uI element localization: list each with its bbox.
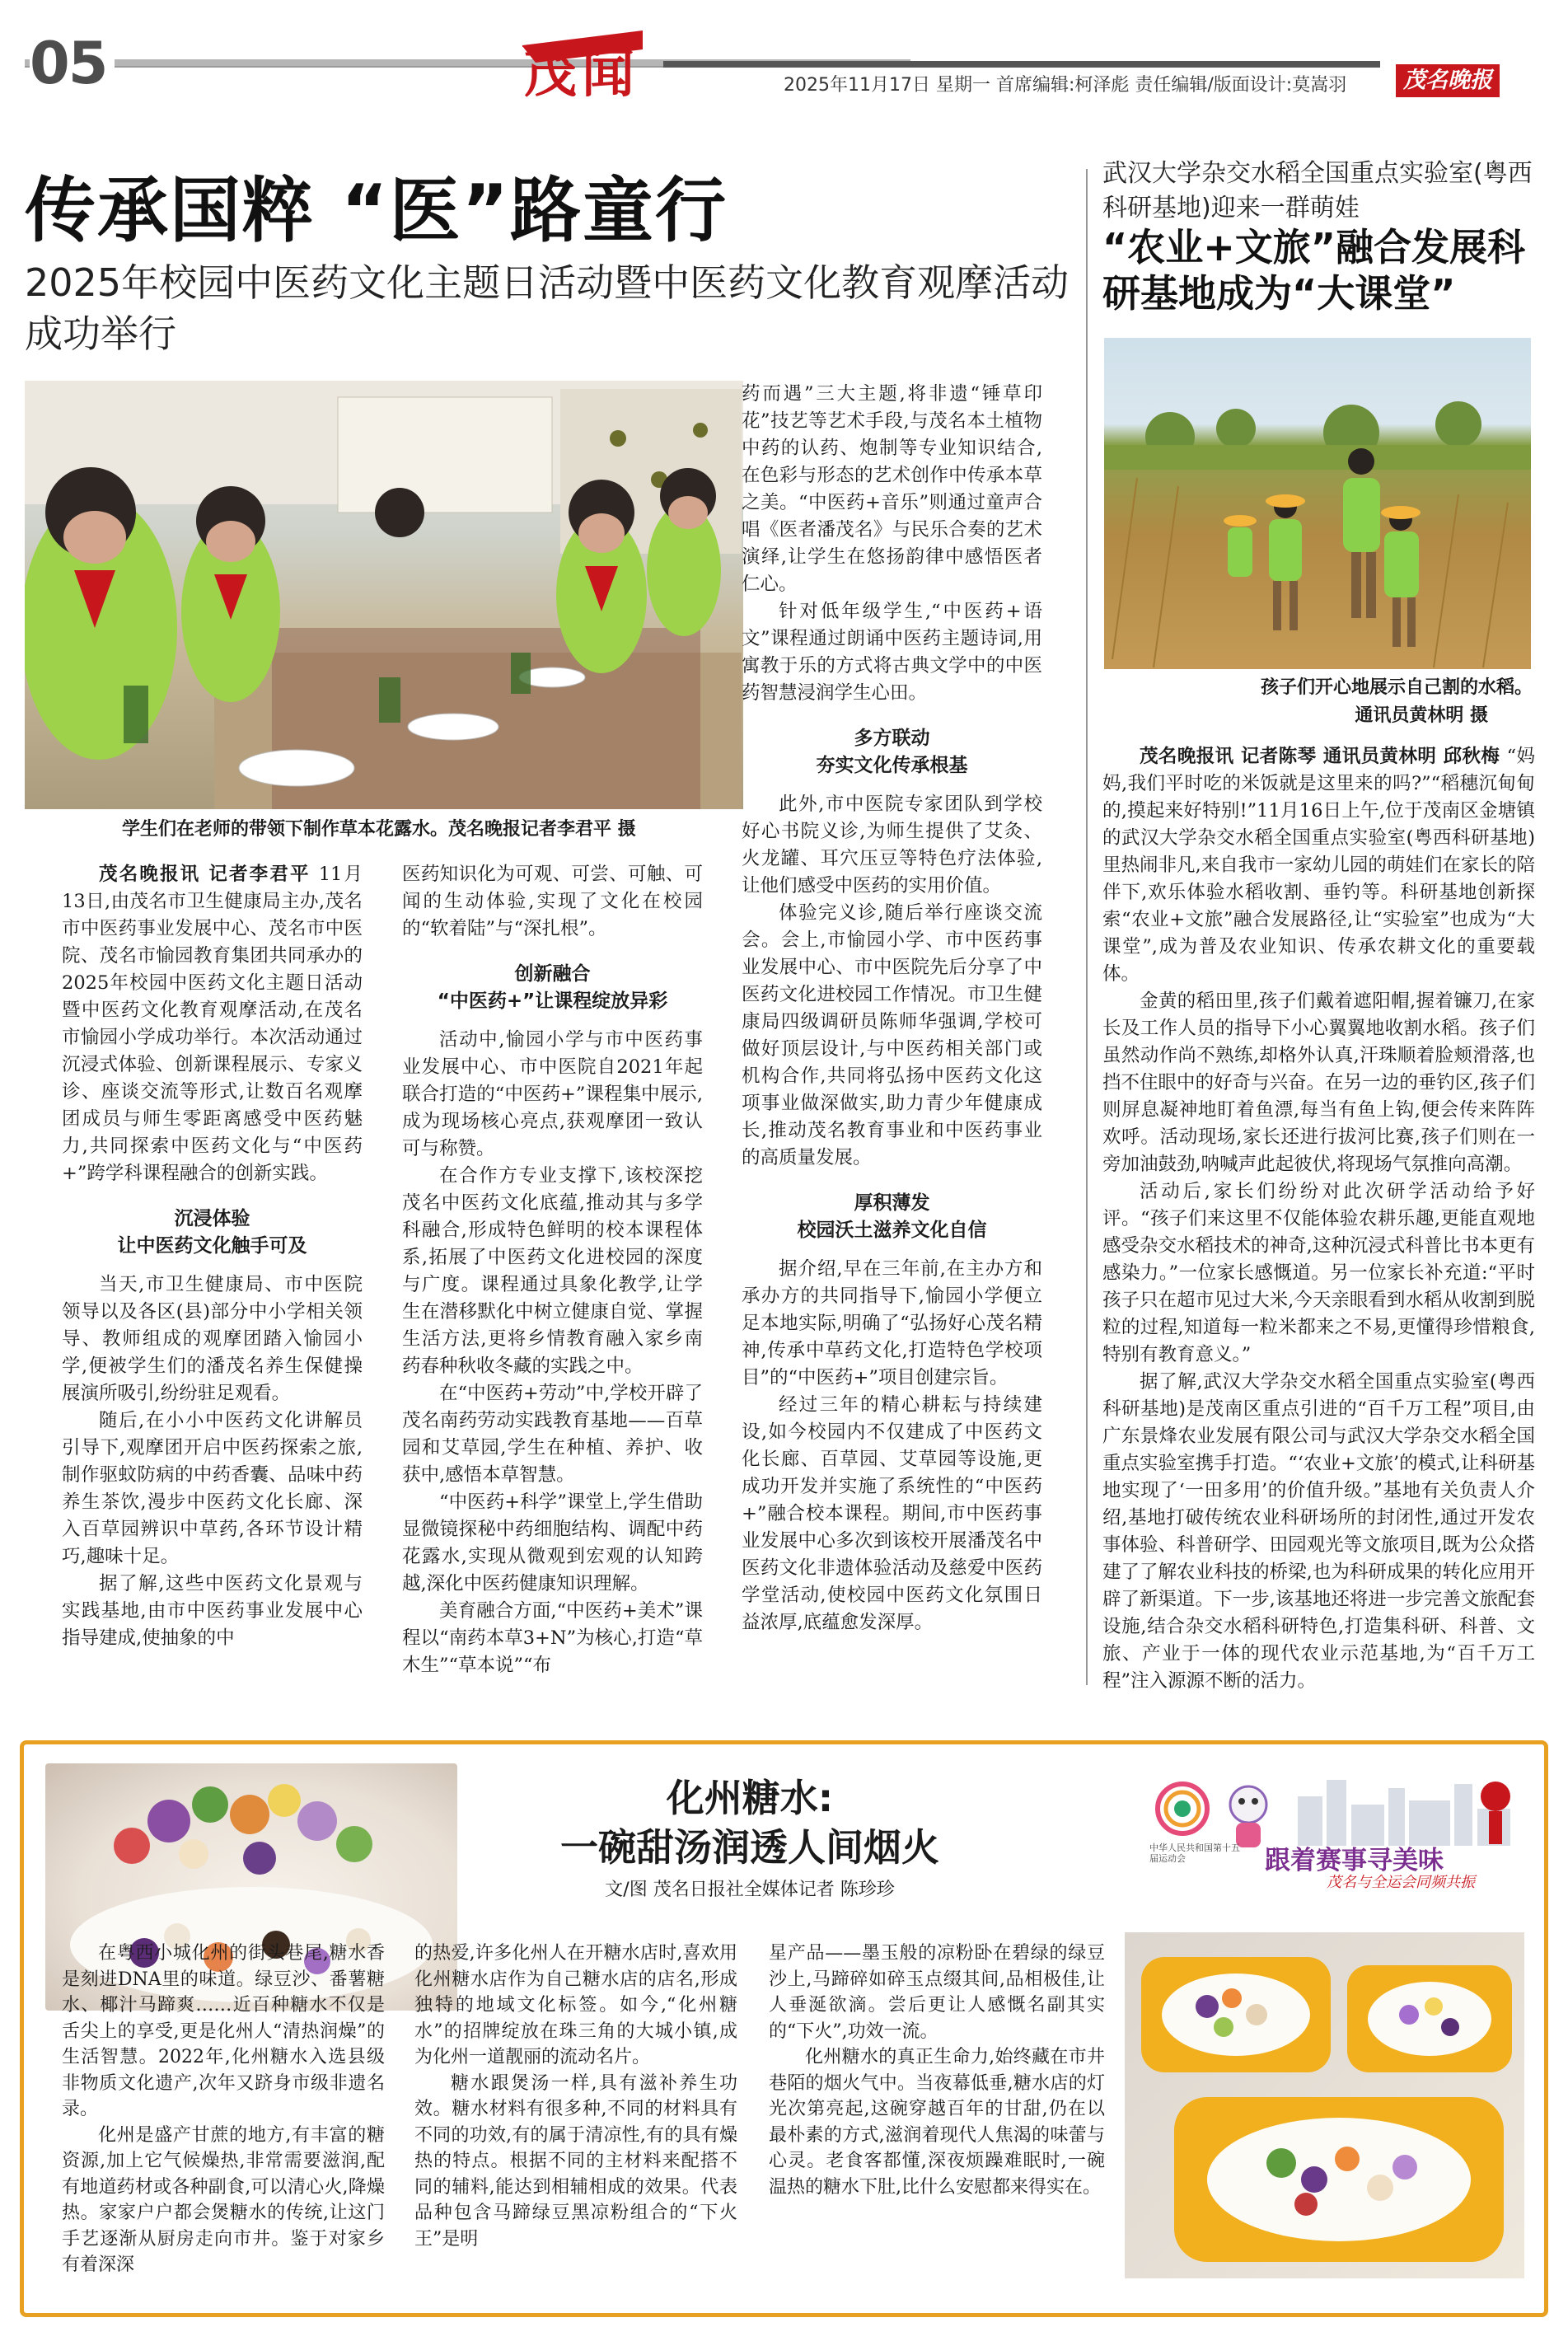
header-rule-right [663,61,1380,68]
paragraph [1102,1369,1535,1695]
newspaper-logo: 茂名晚报 [1396,64,1500,97]
feature-byline: 文/图 茂名日报社全媒体记者 陈珍珍 [605,1880,895,1900]
paragraph-text: 化州是盛产甘蔗的地方,有丰富的糖资源,加上它气候燥热,非常需要滋润,配有地道药材或各种副食,可以清心火,降燥热。家家户户都会煲糖水的传统,让这门手艺逐渐从厨房走向市井。鉴于对家乡有着深深 [62,2124,385,2275]
subhead [742,725,1042,752]
paragraph-text: 据了解,武汉大学杂交水稻全国重点实验室(粤西科研基地)是茂南区重点引进的“百千万工程”项目,由广东景烽农业发展有限公司与武汉大学杂交水稻全国重点实验室携手打造。“‘农业+文旅’的模式,让科研基地实现了‘一田多用’的价值升级。”基地有关负责人介绍,基地打破传统农业科研场所的封闭性,通过开发农事体验、科普研学、田园观光等文旅项目,既为公众搭建了了解农业科技的桥梁,也为科研成果的转化应用开辟了新渠道。下一步,该基地还将进一步完善文旅配套设施,结合杂交水稻科研特色,打造集科研、科普、文旅、产业于一体的现代农业示范基地,为“百千万工程”注入源源不断的活力。 [1102,1371,1535,1692]
paragraph-text: 美育融合方面,“中医药+美术”课程以“南药本草3+N”为核心,打造“草木生”“草本说”“布 [402,1600,703,1676]
paragraph [402,861,703,943]
paragraph-text: 创新融合 [514,963,591,985]
subhead-line-2 [62,1233,363,1260]
games-badge-small: 中华人民共和国第十五届运动会 [1149,1842,1240,1864]
paragraph-text: 此外,市中医院专家团队到学校好心书院义诊,为师生提供了艾灸、火龙罐、耳穴压豆等特色疗法体验,让他们感受中医药的实用价值。 [742,794,1042,897]
paragraph-text: 在粤西小城化州的街头巷尾,糖水香是刻进DNA里的味道。绿豆沙、番薯糖水、椰汁马蹄爽……近百种糖水不仅是舌尖上的享受,更是化州人“清热润燥”的生活智慧。2022年,化州糖水入选县级非物质文化遗产,次年又跻身市级非遗名录。 [62,1943,385,2119]
paragraph [414,2071,737,2253]
games-badge-title: 跟着赛事寻美味 [1265,1846,1444,1875]
paragraph-text: 药而遇”三大主题,将非遗“锤草印花”技艺等艺术手段,与茂名本土植物中药的认药、炮制等专业知识结合,在色彩与形态的艺术创作中传承本草之美。“中医药+音乐”则通过童声合唱《医者潘茂名》与民乐合奏的艺术演绎,让学生在悠扬韵律中感悟医者仁心。 [742,383,1042,595]
paragraph-text: 医药知识化为可观、可尝、可触、可闻的生动体验,实现了文化在校园的“软着陆”与“深扎根”。 [402,864,703,939]
paragraph-text: 当天,市卫生健康局、市中医院领导以及各区(县)部分中小学相关领导、教师组成的观摩团踏入愉园小学,便被学生们的潘茂名养生保健操展演所吸引,纷纷驻足观看。 [62,1274,363,1404]
paragraph-text: 让中医药文化触手可及 [117,1235,307,1257]
paragraph-text: 星产品——墨玉般的凉粉卧在碧绿的绿豆沙上,马蹄碎如碎玉点缀其间,品相极佳,让人垂涎欲滴。尝后更让人感慨名副其实的“下火”,功效一流。 [769,1943,1105,2042]
paragraph [769,1941,1105,2044]
dateline: 茂名晚报讯 记者陈琴 通讯员黄林明 邱秋梅 [1140,746,1507,767]
paragraph [414,1941,737,2071]
paragraph-text: 在合作方专业支撑下,该校深挖茂名中医药文化底蕴,推动其与多学科融合,形成特色鲜明的校本课程体系,拓展了中医药文化进校园的深度与广度。课程通过具象化教学,让学生在潜移默化中树立健康自觉、掌握生活方法,更将乡情教育融入家乡南药春种秋收冬藏的实践之中。 [402,1165,703,1377]
subhead-line-2 [742,752,1042,780]
main-column-3-bottom [742,707,1042,1636]
paragraph [402,1489,703,1598]
section-label [519,25,647,105]
paragraph [742,1256,1042,1392]
classroom-photo [25,381,743,809]
dessert-trays-photo [1125,1932,1524,2278]
paragraph-text: 多方联动 [854,728,930,749]
paragraph-text: 活动中,愉园小学与市中医药事业发展中心、市中医院自2021年起联合打造的“中医药+”课程集中展示,成为现场核心亮点,获观摩团一致认可与称赞。 [402,1029,703,1159]
feature-column-1 [62,1941,385,2278]
paragraph-text: 金黄的稻田里,孩子们戴着遮阳帽,握着镰刀,在家长及工作人员的指导下小心翼翼地收割水稻。孩子们虽然动作尚不熟练,却格外认真,汗珠顺着脸颊滑落,也挡不住眼中的好奇与兴奋。在另一边的垂钓区,孩子们则屏息凝神地盯着鱼漂,每当有鱼上钩,便会传来阵阵欢呼。活动现场,家长还进行拔河比赛,孩子们则在一旁加油鼓劲,呐喊声此起彼伏,将现场气氛推向高潮。 [1102,990,1535,1175]
subhead [402,961,703,988]
paragraph [402,1027,703,1163]
subhead [742,1190,1042,1217]
main-photo-caption: 学生们在老师的带领下制作草本花露水。茂名晚报记者李君平 摄 [122,819,636,840]
paragraph [742,598,1042,707]
paragraph [742,381,1042,598]
side-kicker: 武汉大学杂交水稻全国重点实验室(粤西科研基地)迎来一群萌娃 [1102,159,1533,222]
paragraph-text: 校园沃土滋养文化自信 [797,1220,987,1241]
side-photo-caption-2: 通讯员黄林明 摄 [1355,705,1488,726]
paragraph-text: “中医药+科学”课堂上,学生借助显微镜探秘中药细胞结构、调配中药花露水,实现从微观到宏观的认知跨越,深化中医药健康知识理解。 [402,1491,703,1594]
paragraph [62,1941,385,2123]
paragraph-text: 随后,在小小中医药文化讲解员引导下,观摩团开启中医药探索之旅,制作驱蚊防病的中药香囊、品味中药养生茶饮,漫步中医药文化长廊、深入百草园辨识中草药,各环节设计精巧,趣味十足。 [62,1410,363,1567]
paragraph [769,2044,1105,2200]
feature-column-2 [414,1941,737,2252]
main-column-1 [62,861,363,1652]
main-subtitle: 2025年校园中医药文化主题日活动暨中医药文化教育观摩活动成功举行 [25,260,1070,356]
paragraph-text: 经过三年的精心耕耘与持续建设,如今校园内不仅建成了中医药文化长廊、百草园、艾草园等设施,更成功开发并实施了系统性的“中医药+”融合校本课程。期间,市中医药事业发展中心多次到该校开展潘茂名中医药文化非遗体验活动及慈爱中医药学堂活动,使校园中医药文化氛围日益浓厚,底蕴愈发深厚。 [742,1394,1042,1633]
subhead-line-2 [402,988,703,1015]
section-char-2: 闻 [582,43,634,105]
games-badge-subtitle: 茂名与全运会同频共振 [1327,1874,1475,1891]
paragraph [62,1407,363,1571]
paragraph [1102,1178,1535,1369]
paragraph-text: 据介绍,早在三年前,在主办方和承办方的共同指导下,愉园小学便立足本地实际,明确了“弘扬好心茂名精神,传承中草药文化,打造特色学校项目”的“中医药+”项目创建宗旨。 [742,1258,1042,1388]
paragraph-text: 化州糖水的真正生命力,始终藏在市井巷陌的烟火气中。当夜幕低垂,糖水店的灯光次第亮起,这碗穿越百年的甘甜,仍在以最朴素的方式,滋润着现代人焦渴的味蕾与心灵。老食客都懂,深夜烦躁难眠时,一碗温热的糖水下肚,比什么安慰都来得实在。 [769,2047,1105,2198]
paragraph [62,2123,385,2278]
feature-title-line-1: 化州糖水: [666,1776,834,1820]
paragraph-text: 沉浸体验 [174,1208,250,1229]
paragraph [1102,743,1535,988]
subhead-line-2 [742,1217,1042,1244]
main-title: 传承国粹 “医”路童行 [25,170,728,252]
paragraph [62,1571,363,1652]
paragraph-text: 夯实文化传承根基 [816,755,968,776]
dessert-trays-illustration [1125,1932,1524,2278]
rice-field-illustration [1104,338,1531,669]
paragraph [62,1271,363,1407]
section-char-1: 茂 [524,43,577,105]
paragraph-text: 11月13日,由茂名市卫生健康局主办,茂名市中医药事业发展中心、茂名市中医院、茂名市愉园教育集团共同承办的2025年校园中医药文化主题日活动暨中医药文化教育观摩活动,在茂名市愉园小学成功举行。本次活动通过沉浸式体验、创新课程展示、专家义诊、座谈交流等形式,让数百名观摩团成员与师生零距离感受中医药魅力,共同探索中医药文化与“中医药+”跨学科课程融合的创新实践。 [62,864,363,1184]
paragraph [402,1598,703,1679]
paragraph-text: 在“中医药+劳动”中,学校开辟了茂名南药劳动实践教育基地——百草园和艾草园,学生在种植、养护、收获中,感悟本草智慧。 [402,1383,703,1486]
paragraph [402,1163,703,1380]
paragraph [62,861,363,1187]
paragraph-text: “中医药+”让课程绽放异彩 [437,990,668,1012]
paragraph [742,1392,1042,1636]
side-body [1102,743,1535,1695]
paragraph-text: 据了解,这些中医药文化景观与实践基地,由市中医药事业发展中心指导建成,使抽象的中 [62,1573,363,1649]
paragraph-text: 厚积薄发 [854,1192,930,1214]
paragraph [402,1380,703,1489]
feature-title-line-2: 一碗甜汤润透人间烟火 [560,1825,939,1870]
paragraph [742,791,1042,900]
subhead [62,1206,363,1233]
page-number: 05 [30,30,115,97]
main-column-3-top [742,381,1042,707]
dateline: 茂名晚报讯 记者李君平 [99,864,319,885]
paragraph [742,900,1042,1172]
paragraph-text: 体验完义诊,随后举行座谈交流会。会上,市愉园小学、市中医药事业发展中心、市中医院先后分享了中医药文化进校园工作情况。市卫生健康局四级调研员陈师华强调,学校可做好顶层设计,与中医药相关部门或机构合作,共同将弘扬中医药文化这项事业做深做实,助力青少年健康成长,推动茂名教育事业和中医药事业的高质量发展。 [742,902,1042,1168]
feature-column-3 [769,1941,1105,2200]
main-column-2 [402,861,703,1679]
paragraph-text: 糖水跟煲汤一样,具有滋补养生功效。糖水材料有很多种,不同的材料具有不同的功效,有的属于清凉性,有的具有燥热的特点。根据不同的主材料来配搭不同的辅料,能达到相辅相成的效果。代表品种包含马蹄绿豆黑凉粉组合的“下火王”是明 [414,2072,737,2250]
paragraph-text: 活动后,家长们纷纷对此次研学活动给予好评。“孩子们来这里不仅能体验农耕乐趣,更能直观地感受杂交水稻技术的神奇,这种沉浸式科普比书本更有感染力。”一位家长感慨道。另一位家长补充道:“平时孩子只在超市见过大米,今天亲眼看到水稻从收割到脱粒的过程,知道每一粒米都来之不易,更懂得珍惜粮食,特别有教育意义。” [1102,1181,1535,1365]
feature-title [494,1773,1005,1872]
classroom-photo-illustration [25,381,743,809]
paragraph-text: “妈妈,我们平时吃的米饭就是这里来的吗?”“稻穗沉甸甸的,摸起来好特别!”11月16日上午,位于茂南区金塘镇的武汉大学杂交水稻全国重点实验室(粤西科研基地)里热闹非凡,来自我市一家幼儿园的萌娃们在家长的陪伴下,欢乐体验水稻收割、垂钓等。科研基地创新探索“农业+文旅”融合发展路径,让“实验室”也成为“大课堂”,成为普及农业知识、传承农耕文化的重要载体。 [1102,746,1535,985]
games-badge [1149,1763,1524,1891]
header-info: 2025年11月17日 星期一 首席编辑:柯泽彪 责任编辑/版面设计:莫嵩羽 [779,71,1351,96]
rice-field-photo [1104,338,1531,669]
paragraph [1102,988,1535,1178]
paragraph-text: 的热爱,许多化州人在开糖水店时,喜欢用化州糖水店作为自己糖水店的店名,形成独特的地域文化标签。如今,“化州糖水”的招牌绽放在珠三角的大城小镇,成为化州一道靓丽的流动名片。 [414,1943,737,2067]
side-title: “农业+文旅”融合发展科研基地成为“大课堂” [1102,225,1526,316]
column-separator [1086,169,1088,1685]
side-photo-caption-1: 孩子们开心地展示自己割的水稻。 [1260,677,1533,698]
paragraph-text: 针对低年级学生,“中医药+语文”课程通过朗诵中医药主题诗词,用寓教于乐的方式将古典文学中的中医药智慧浸润学生心田。 [742,601,1042,704]
